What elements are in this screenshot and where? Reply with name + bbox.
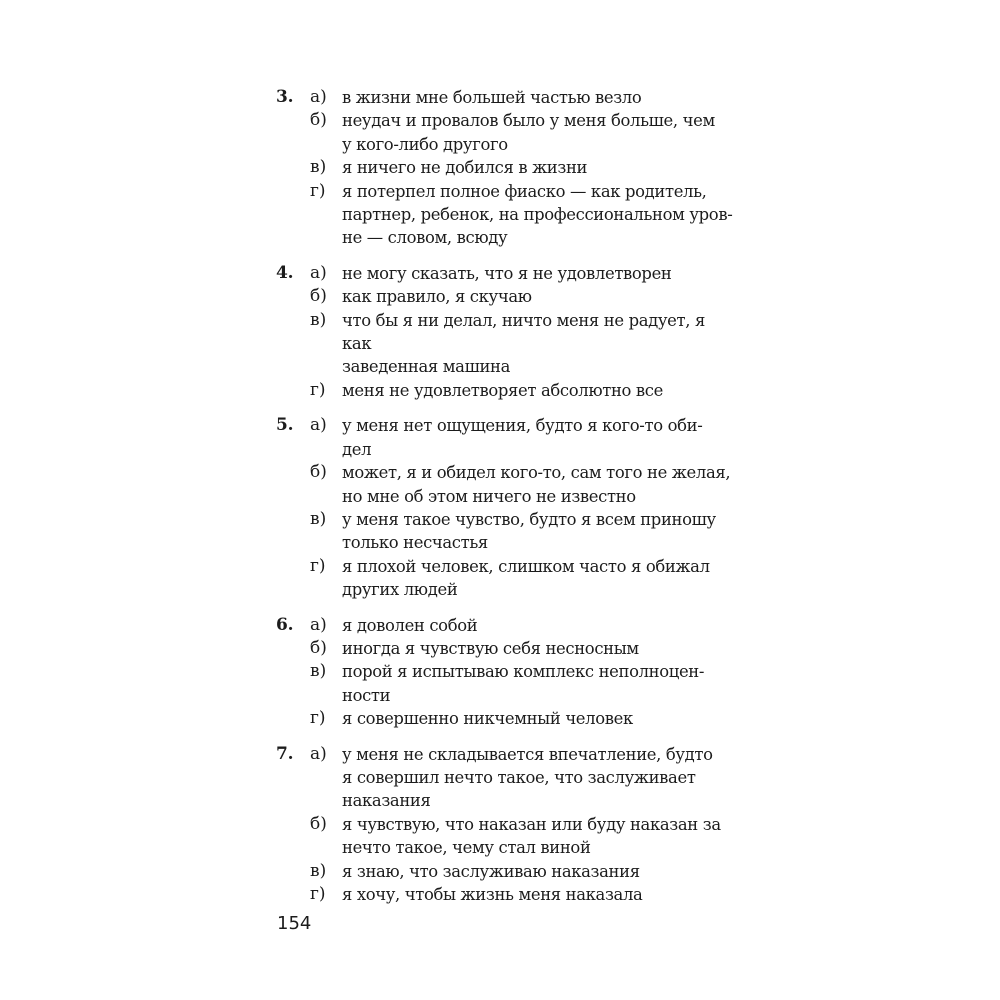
- option-label: в): [310, 661, 327, 682]
- option-label: б): [310, 286, 327, 307]
- option-text: я хочу, чтобы жизнь меня наказала: [342, 885, 643, 904]
- option-text: как правило, я скучаю: [342, 287, 532, 307]
- answer-option-v: [276, 309, 736, 379]
- answer-option-a: [276, 262, 736, 285]
- answer-option-g: [276, 180, 736, 250]
- option-text: я ничего не добился в жизни: [342, 158, 588, 178]
- answer-option-v: [276, 860, 736, 883]
- option-label: в): [310, 860, 327, 881]
- answer-option-g: [276, 379, 736, 402]
- question-number: 6.: [276, 614, 294, 635]
- option-label: в): [310, 157, 327, 178]
- answer-option-b: [276, 813, 736, 860]
- option-label: в): [310, 309, 327, 330]
- option-label: г): [310, 379, 326, 400]
- answer-option-a: [276, 743, 736, 813]
- answer-option-a: [276, 414, 736, 461]
- question-3: [276, 86, 736, 250]
- option-text: у меня такое чувство, будто я всем приношу только несчастья: [342, 509, 716, 553]
- question-5: [276, 414, 736, 601]
- option-text: у меня не складывается впечатление, будто я совершил нечто такое, что заслуживает наказания: [342, 744, 713, 811]
- question-6: [276, 614, 736, 731]
- answer-option-b: [276, 461, 736, 508]
- question-number: 5.: [276, 415, 294, 436]
- option-text: я совершенно никчемный человек: [342, 709, 633, 729]
- answer-option-g: [276, 555, 736, 602]
- questionnaire: [276, 86, 736, 918]
- option-text: в жизни мне большей частью везло: [342, 88, 642, 107]
- option-label: в): [310, 508, 327, 529]
- option-text: у меня нет ощущения, будто я кого-то оби- дел: [342, 416, 703, 459]
- question-7: [276, 743, 736, 907]
- option-text: я потерпел полное фиаско — как родитель, партнер, ребенок, на профессиональном уров- не — словом, всюду: [342, 181, 733, 248]
- question-number: 7.: [276, 743, 294, 764]
- option-label: а): [310, 614, 327, 635]
- answer-option-g: [276, 883, 736, 906]
- option-text: я чувствую, что наказан или буду наказан за нечто такое, чему стал виной: [342, 814, 721, 858]
- answer-option-a: [276, 86, 736, 109]
- option-label: г): [310, 180, 326, 201]
- answer-option-v: [276, 660, 736, 707]
- option-label: г): [310, 555, 326, 576]
- option-text: я знаю, что заслуживаю наказания: [342, 861, 640, 881]
- option-text: иногда я чувствую себя несносным: [342, 638, 639, 658]
- option-text: порой я испытываю комплекс неполноцен- ности: [342, 662, 705, 705]
- page-number: 154: [277, 913, 312, 934]
- option-label: г): [310, 708, 326, 729]
- option-label: б): [310, 462, 327, 483]
- answer-option-b: [276, 285, 736, 308]
- option-label: б): [310, 110, 327, 131]
- answer-option-v: [276, 156, 736, 179]
- option-label: а): [310, 743, 327, 764]
- question-number: 3.: [276, 87, 294, 107]
- answer-option-b: [276, 109, 736, 156]
- option-text: я доволен собой: [342, 615, 478, 635]
- option-text: неудач и провалов было у меня больше, чем у кого-либо другого: [342, 111, 715, 154]
- option-label: а): [310, 415, 327, 436]
- answer-option-b: [276, 637, 736, 660]
- option-text: не могу сказать, что я не удовлетворен: [342, 263, 672, 283]
- option-label: г): [310, 884, 326, 904]
- option-label: б): [310, 637, 327, 658]
- option-text: я плохой человек, слишком часто я обижал других людей: [342, 556, 710, 600]
- answer-option-a: [276, 614, 736, 637]
- option-text: может, я и обидел кого-то, сам того не желая, но мне об этом ничего не известно: [342, 463, 731, 506]
- answer-option-g: [276, 707, 736, 730]
- answer-option-v: [276, 508, 736, 555]
- option-label: б): [310, 813, 327, 834]
- option-text: меня не удовлетворяет абсолютно все: [342, 380, 663, 400]
- option-text: что бы я ни делал, ничто меня не радует, я как заведенная машина: [342, 310, 705, 377]
- option-label: а): [310, 262, 327, 283]
- question-number: 4.: [276, 262, 294, 283]
- option-label: а): [310, 87, 327, 107]
- question-4: [276, 262, 736, 402]
